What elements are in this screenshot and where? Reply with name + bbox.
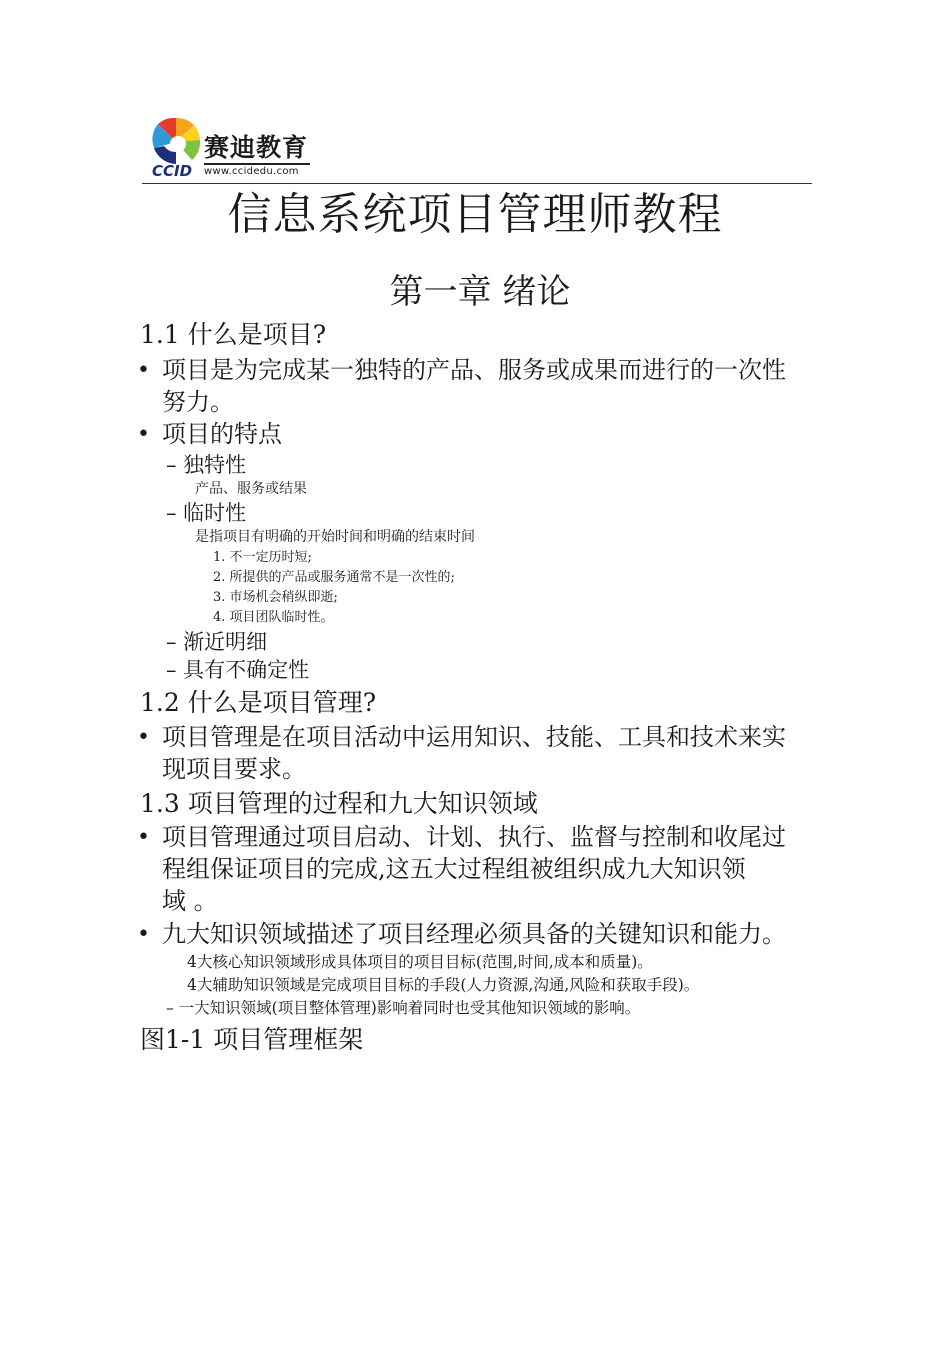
process-groups-line3: 域 。: [162, 887, 218, 915]
support-knowledge-areas: 4大辅助知识领域是完成项目目标的手段(人力资源,沟通,风险和获取手段)。: [187, 976, 700, 994]
process-groups-line2: 程组保证项目的完成,这五大过程组被组织成九大知识领: [162, 855, 746, 883]
section-heading-1-2: 1.2 什么是项目管理?: [140, 688, 377, 717]
bullet-marker: •: [137, 422, 150, 447]
header-divider: [142, 183, 812, 184]
bullet-marker: •: [137, 922, 150, 947]
figure-caption: 图1-1 项目管理框架: [140, 1025, 364, 1054]
integration-knowledge-area: – 一大知识领域(项目整体管理)影响着同时也受其他知识领域的影响。: [166, 999, 641, 1017]
section-heading-1-3: 1.3 项目管理的过程和九大知识领域: [140, 789, 538, 818]
bullet-marker: •: [137, 358, 150, 383]
temporary-note: 是指项目有明确的开始时间和明确的结束时间: [195, 529, 475, 545]
section-heading-1-1: 1.1 什么是项目?: [140, 320, 327, 349]
logo-ccid-text: CCID: [152, 162, 193, 180]
temporary-point: 2. 所提供的产品或服务通常不是一次性的;: [213, 570, 455, 585]
feature-uniqueness: – 独特性: [166, 453, 247, 477]
bullet-marker: •: [137, 725, 150, 750]
core-knowledge-areas: 4大核心知识领域形成具体项目的项目目标(范围,时间,成本和质量)。: [187, 953, 653, 971]
temporary-point: 4. 项目团队临时性。: [213, 610, 334, 625]
feature-uncertainty: – 具有不确定性: [166, 658, 310, 682]
temporary-point: 1. 不一定历时短;: [213, 550, 312, 565]
feature-progressive: – 渐近明细: [166, 630, 268, 654]
project-definition-line1: 项目是为完成某一独特的产品、服务或成果而进行的一次性: [162, 356, 786, 384]
pm-definition-line1: 项目管理是在项目活动中运用知识、技能、工具和技术来实: [162, 723, 786, 751]
temporary-point: 3. 市场机会稍纵即逝;: [213, 590, 338, 605]
logo-mark-icon: [150, 118, 202, 166]
ccid-logo: [150, 118, 330, 180]
feature-temporary: – 临时性: [166, 501, 247, 525]
project-features-heading: 项目的特点: [162, 420, 282, 448]
logo-divider: [204, 163, 310, 165]
process-groups-line1: 项目管理通过项目启动、计划、执行、监督与控制和收尾过: [162, 823, 786, 851]
logo-name: 赛迪教育: [204, 133, 309, 162]
logo-url: www.ccidedu.com: [204, 166, 299, 177]
bullet-marker: •: [137, 825, 150, 850]
document-title: 信息系统项目管理师教程: [227, 189, 723, 240]
uniqueness-note: 产品、服务或结果: [195, 481, 307, 497]
chapter-heading: 第一章 绪论: [389, 272, 571, 312]
project-definition-line2: 努力。: [162, 388, 234, 416]
knowledge-areas-text: 九大知识领域描述了项目经理必须具备的关键知识和能力。: [162, 920, 786, 948]
pm-definition-line2: 现项目要求。: [162, 755, 306, 783]
